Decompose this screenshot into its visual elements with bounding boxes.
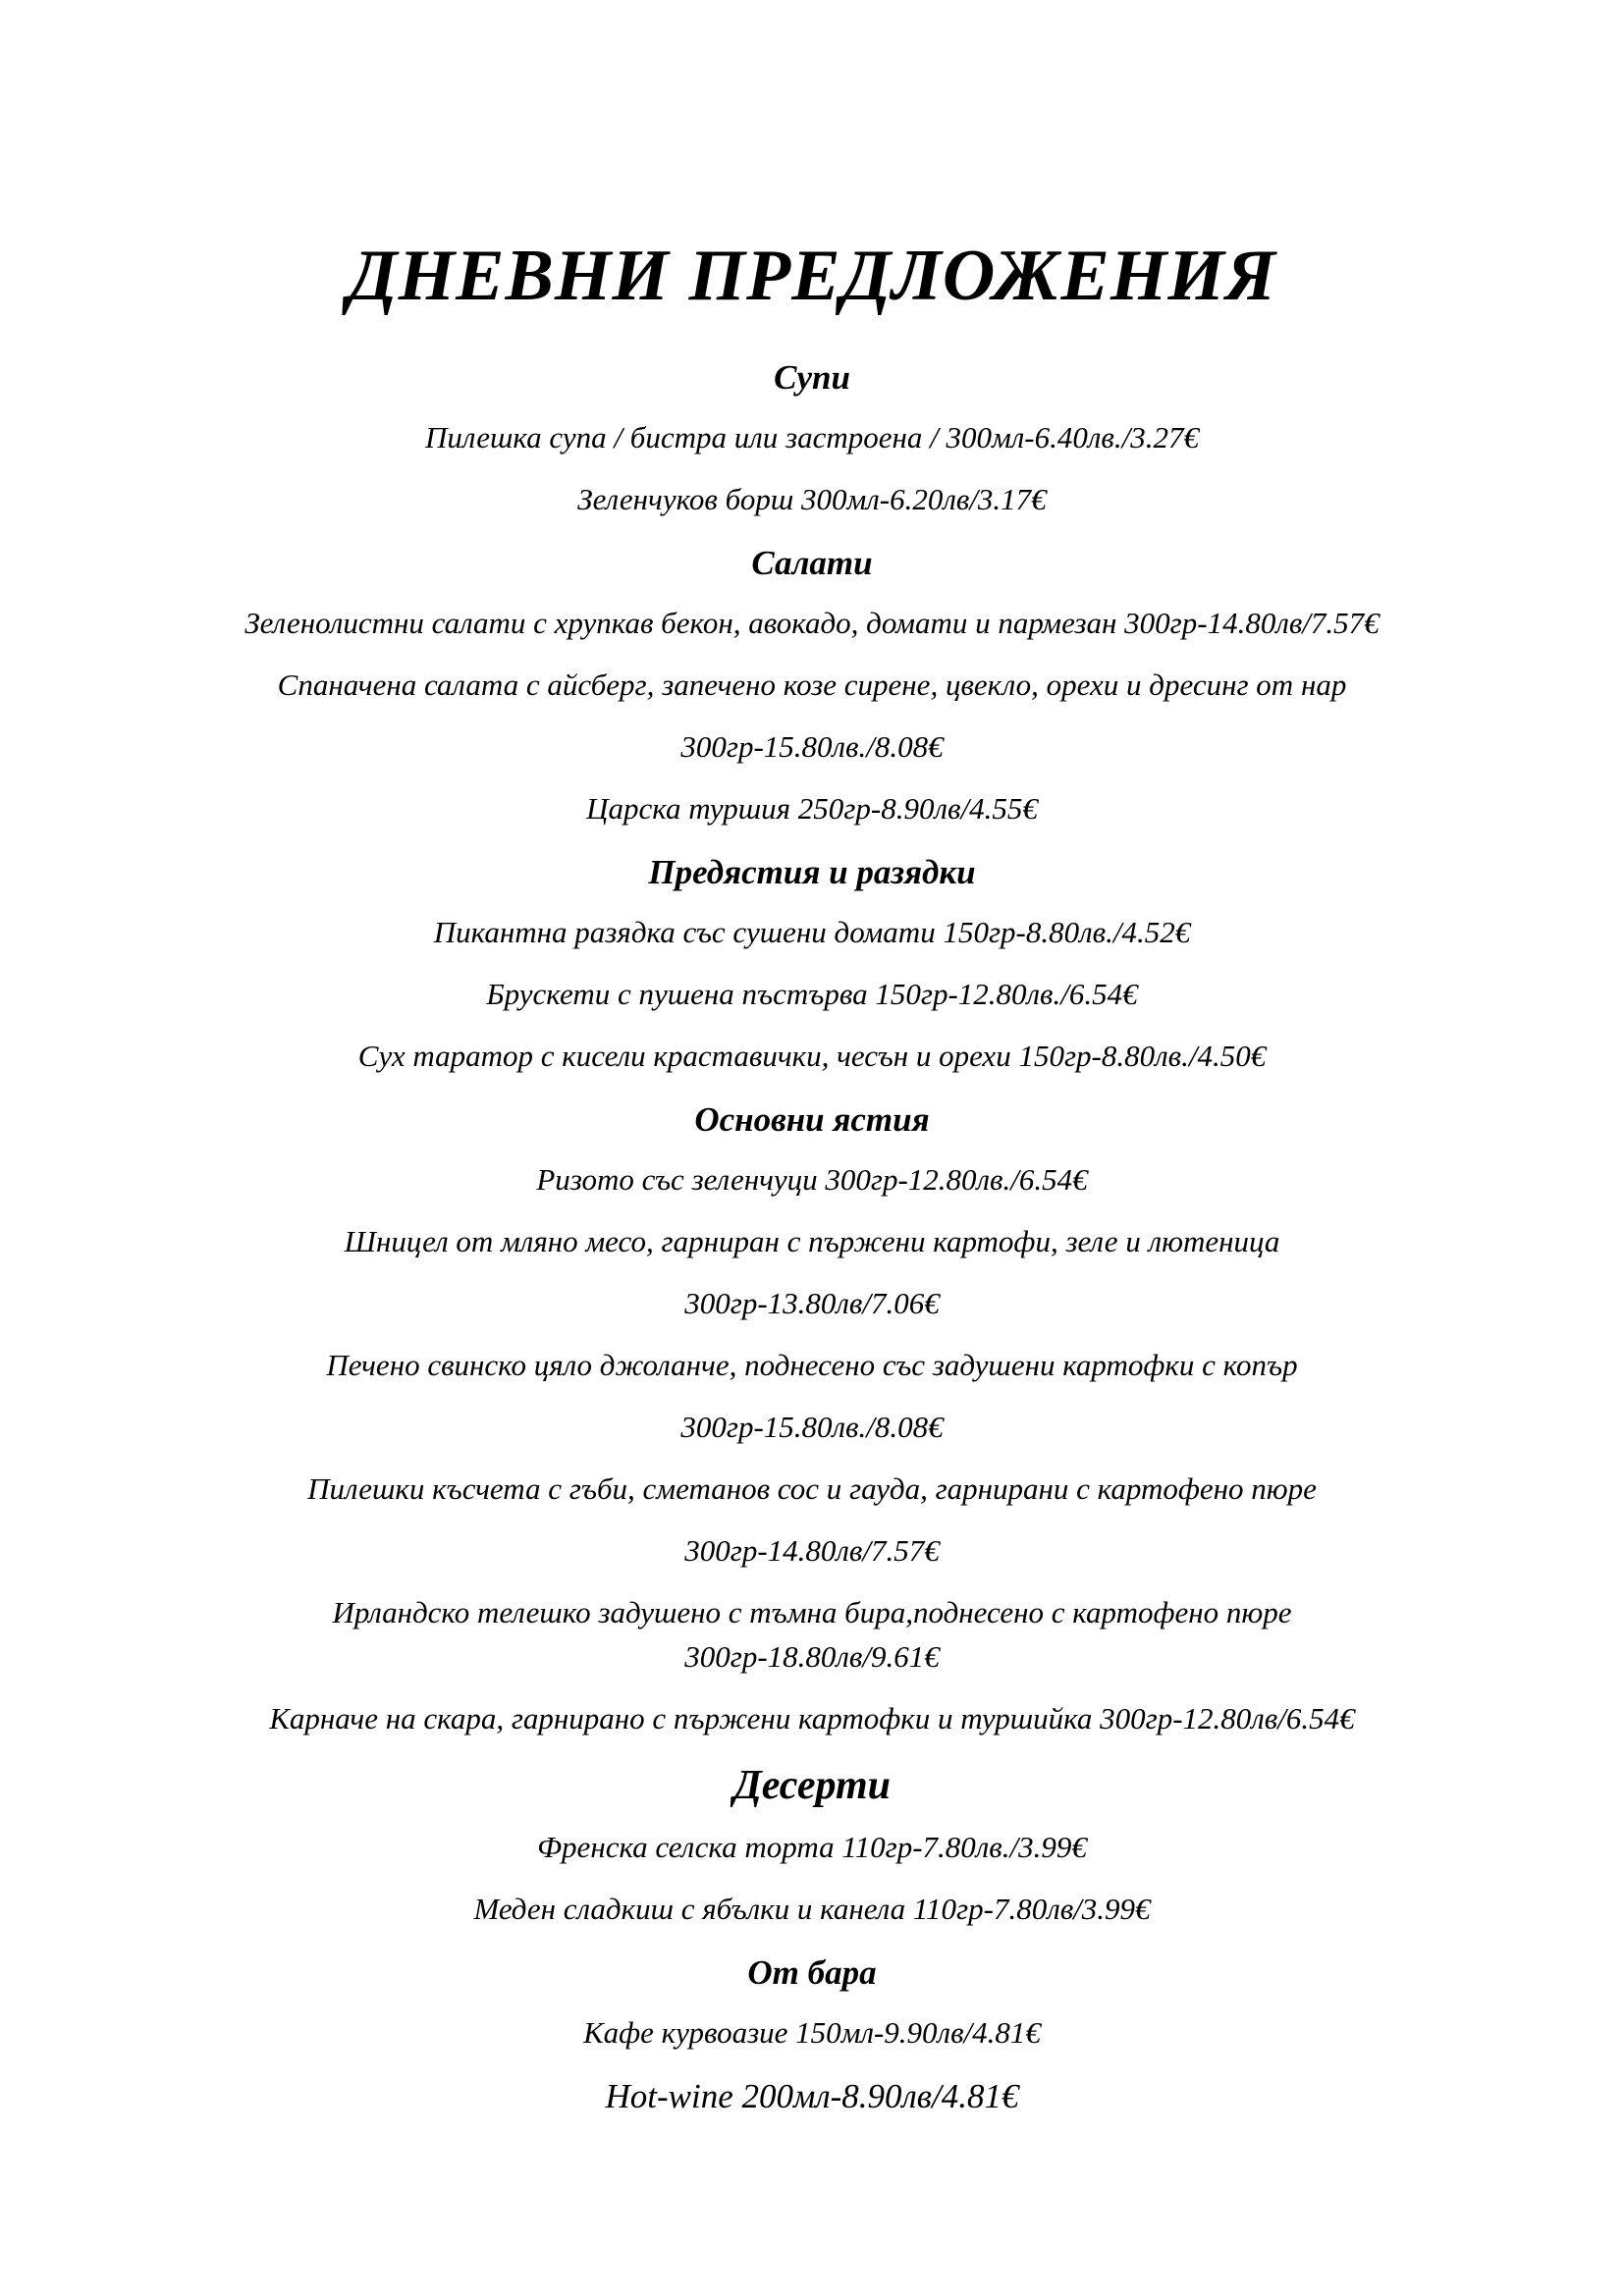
menu-item: Сух таратор с кисели краставички, чесън и орехи 150гр-8.80лв./4.50€ [357, 1038, 1267, 1073]
menu-item: Печено свинско цяло джоланче, поднесено със задушени картофки с копър [326, 1347, 1298, 1382]
menu-item-price: 300гр-15.80лв./8.08€ [680, 1409, 944, 1444]
menu-item: Пикантна разядка със сушени домати 150гр-8.80лв./4.52€ [433, 914, 1191, 949]
menu-item: Царска туршия 250гр-8.90лв/4.55€ [586, 790, 1038, 826]
menu-item: Hot-wine 200мл-8.90лв/4.81€ [605, 2076, 1019, 2115]
menu-item: Меден сладкиш с ябълки и канела 110гр-7.80лв/3.99€ [473, 1891, 1151, 1926]
menu-item: Ризото със зеленчуци 300гр-12.80лв./6.54€ [536, 1161, 1088, 1197]
menu-item-price: 300гр-18.80лв/9.61€ [684, 1638, 940, 1674]
section-title-soups: Супи [774, 357, 850, 397]
section-title-bar: От бара [747, 1952, 877, 1992]
menu-item: Брускети с пушена пъстърва 150гр-12.80лв./6.54€ [486, 976, 1138, 1011]
menu-item-price: 300гр-15.80лв./8.08€ [680, 728, 944, 764]
menu-item: Карначе на скара, гарнирано с пържени картофки и туршийка 300гр-12.80лв/6.54€ [269, 1700, 1355, 1735]
section-title-mains: Основни ястия [694, 1099, 930, 1139]
page-title: ДНЕВНИ ПРЕДЛОЖЕНИЯ [348, 236, 1276, 316]
menu-item: Зеленчуков борш 300мл-6.20лв/3.17€ [577, 481, 1047, 516]
menu-item: Шницел от мляно месо, гарниран с пържени картофи, зеле и лютеница [344, 1223, 1280, 1258]
menu-item: Пилешки късчета с гъби, сметанов сос и гауда, гарнирани с картофено пюре [307, 1470, 1317, 1506]
section-title-desserts: Десерти [733, 1762, 891, 1808]
section-title-starters: Предястия и разядки [648, 852, 976, 891]
menu-column [115, 236, 1509, 2115]
menu-item: Пилешка супа / бистра или застроена / 300мл-6.40лв./3.27€ [425, 419, 1199, 454]
menu-item: Френска селска торта 110гр-7.80лв./3.99€ [537, 1829, 1087, 1864]
menu-item: Ирландско телешко задушено с тъмна бира,поднесено с картофено пюре [332, 1594, 1292, 1629]
menu-item-price: 300гр-14.80лв/7.57€ [684, 1532, 940, 1568]
menu-item: Спаначена салата с айсберг, запечено козе сирене, цвекло, орехи и дресинг от нар [277, 667, 1347, 702]
section-title-salads: Салати [751, 543, 873, 582]
menu-item: Кафе курвоазие 150мл-9.90лв/4.81€ [583, 2014, 1041, 2050]
menu-item-price: 300гр-13.80лв/7.06€ [684, 1285, 940, 1320]
menu-item: Зеленолистни салати с хрупкав бекон, авокадо, домати и пармезан 300гр-14.80лв/7.57€ [244, 605, 1380, 640]
